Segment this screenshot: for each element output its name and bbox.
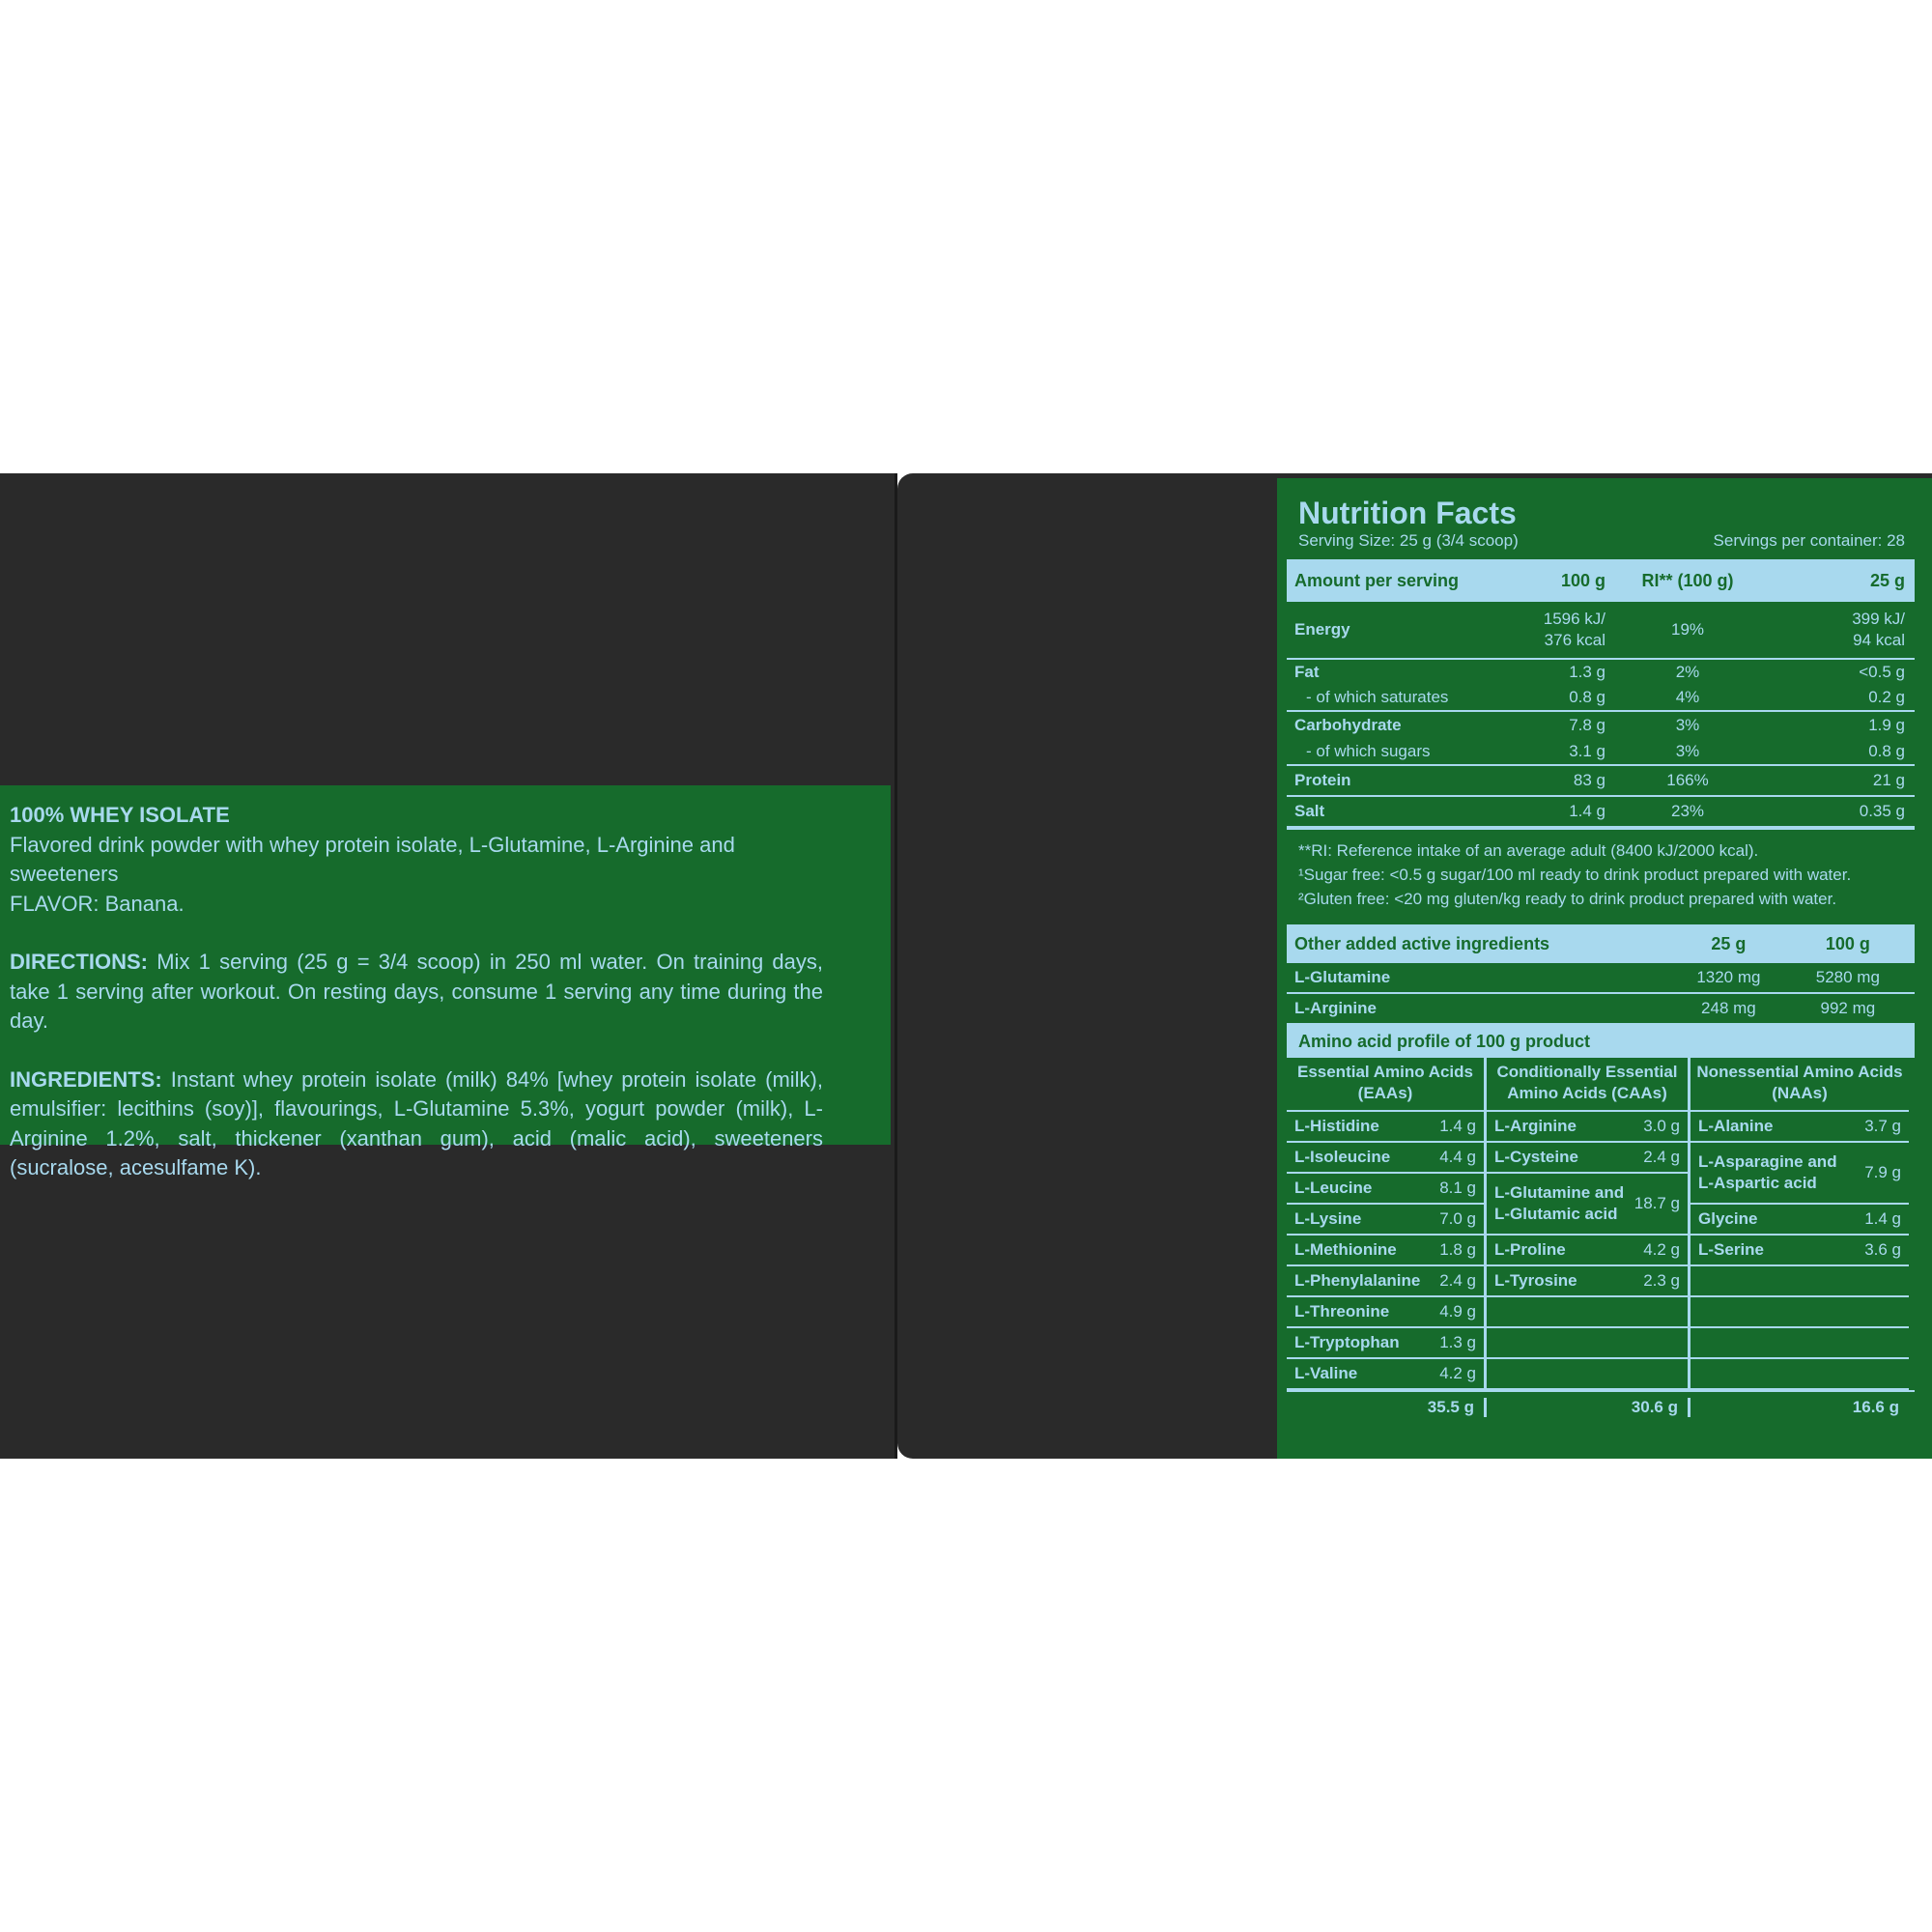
ingredients-text: Instant whey protein isolate (milk) 84% [whey protein isolate (milk), emulsifier: lecithins (soy)], flavourings, L-Glutamine 5.3%, yogurt powder (milk), L-Arginine 1.2%, salt, thickener (xanthan gum), acid (malic acid), sweeteners (sucralose, acesulfame K).: [10, 1066, 823, 1179]
row-label: L-Arginine: [1294, 999, 1377, 1017]
ri-note: **RI: Reference intake of an average adult (8400 kJ/2000 kcal).: [1298, 841, 1759, 860]
list-item: [1690, 1112, 1909, 1143]
empty-cell: [1690, 1328, 1909, 1359]
list-item: [1690, 1143, 1909, 1205]
amino-value: 8.1 g: [1439, 1179, 1476, 1197]
row-value: 248 mg: [1701, 999, 1756, 1017]
list-item: [1287, 1112, 1484, 1143]
header-100g: 100 g: [1560, 570, 1605, 590]
amino-value: 7.0 g: [1439, 1209, 1476, 1228]
list-item: [1487, 1112, 1688, 1143]
row-value: 5280 mg: [1815, 968, 1880, 986]
row-value: 1320 mg: [1696, 968, 1761, 986]
table-row: [1287, 797, 1915, 830]
row-value: 3.1 g: [1569, 742, 1605, 760]
caa-column: [1487, 1058, 1690, 1390]
empty-cell: [1690, 1297, 1909, 1328]
active-header-100g: 100 g: [1825, 933, 1870, 953]
amino-name: L-Leucine: [1294, 1179, 1373, 1197]
empty-cell: [1487, 1328, 1688, 1359]
nutrition-title: Nutrition Facts: [1298, 496, 1517, 530]
row-ri: 2%: [1675, 663, 1700, 681]
row-label: Fat: [1294, 663, 1320, 681]
list-item: [1487, 1266, 1688, 1297]
amino-value: 2.3 g: [1643, 1271, 1680, 1290]
list-item: [1487, 1236, 1688, 1266]
row-label: L-Glutamine: [1294, 968, 1391, 986]
amino-name: Glycine: [1698, 1209, 1758, 1228]
ingredients-label: INGREDIENTS:: [10, 1066, 162, 1092]
nutrition-table: [1287, 559, 1915, 830]
nutrition-facts-panel: [1277, 478, 1932, 1459]
eaa-total: 35.5 g: [1287, 1398, 1487, 1417]
row-value: 1.4 g: [1569, 802, 1605, 820]
sugar-free-note: ¹Sugar free: <0.5 g sugar/100 ml ready to drink product prepared with water.: [1298, 866, 1852, 884]
row-value: 1596 kJ/ 376 kcal: [1543, 610, 1605, 649]
row-value: 399 kJ/ 94 kcal: [1852, 610, 1905, 649]
row-value: 1.9 g: [1868, 716, 1905, 734]
row-label: - of which saturates: [1306, 688, 1449, 706]
empty-cell: [1690, 1266, 1909, 1297]
naa-column: [1690, 1058, 1909, 1390]
row-value: 83 g: [1573, 771, 1605, 789]
amino-name: L-Tryptophan: [1294, 1333, 1400, 1351]
amino-name: L-Cysteine: [1494, 1148, 1578, 1166]
table-row: [1287, 602, 1915, 660]
row-label: Salt: [1294, 802, 1325, 820]
eaa-column: [1287, 1058, 1487, 1390]
list-item: [1287, 1143, 1484, 1174]
table-row: [1287, 660, 1915, 685]
directions-label: DIRECTIONS:: [10, 950, 148, 974]
row-ri: 23%: [1670, 802, 1705, 820]
amino-value: 4.2 g: [1643, 1240, 1680, 1259]
row-ri: 19%: [1670, 620, 1705, 639]
amino-grid: [1287, 1058, 1915, 1392]
product-name: 100% WHEY ISOLATE: [10, 803, 230, 827]
amino-name: L-Asparagine and L-Aspartic acid: [1698, 1152, 1837, 1192]
directions: [10, 948, 823, 1037]
table-row: [1287, 766, 1915, 797]
amino-name: L-Phenylalanine: [1294, 1271, 1421, 1290]
row-label: - of which sugars: [1306, 742, 1431, 760]
list-item: [1487, 1174, 1688, 1236]
nutrition-notes: [1298, 838, 1851, 911]
table-row: [1287, 963, 1915, 994]
active-header-label: Other added active ingredients: [1294, 933, 1550, 953]
header-25g: 25 g: [1869, 570, 1905, 590]
row-ri: 3%: [1675, 742, 1700, 760]
amino-name: L-Lysine: [1294, 1209, 1362, 1228]
amino-name: L-Arginine: [1494, 1117, 1577, 1135]
empty-cell: [1487, 1359, 1688, 1390]
header-ri: RI** (100 g): [1641, 570, 1734, 590]
list-item: [1287, 1236, 1484, 1266]
eaa-header: Essential Amino Acids (EAAs): [1287, 1058, 1484, 1112]
amino-name: L-Proline: [1494, 1240, 1566, 1259]
amino-value: 4.9 g: [1439, 1302, 1476, 1321]
list-item: [1287, 1174, 1484, 1205]
gluten-free-note: ²Gluten free: <20 mg gluten/kg ready to drink product prepared with water.: [1298, 890, 1837, 908]
amino-value: 1.4 g: [1439, 1117, 1476, 1135]
carbohydrate-group: [1287, 712, 1915, 766]
active-header-25g: 25 g: [1711, 933, 1747, 953]
amino-value: 3.0 g: [1643, 1117, 1680, 1135]
amino-name: L-Threonine: [1294, 1302, 1390, 1321]
amino-value: 18.7 g: [1634, 1194, 1680, 1212]
nutrition-header: [1287, 559, 1915, 602]
amino-value: 1.4 g: [1864, 1209, 1901, 1228]
list-item: [1690, 1205, 1909, 1236]
amino-value: 1.8 g: [1439, 1240, 1476, 1259]
amino-name: L-Methionine: [1294, 1240, 1397, 1259]
amino-value: 4.2 g: [1439, 1364, 1476, 1382]
amino-value: 2.4 g: [1643, 1148, 1680, 1166]
amino-value: 7.9 g: [1864, 1163, 1901, 1181]
amino-name: L-Glutamine and L-Glutamic acid: [1494, 1183, 1625, 1223]
active-ingredients-table: [1287, 924, 1915, 1025]
row-label: Energy: [1294, 620, 1350, 639]
row-value: 992 mg: [1820, 999, 1876, 1017]
row-value: 7.8 g: [1569, 716, 1605, 734]
row-value: 0.8 g: [1569, 688, 1605, 706]
naa-header: Nonessential Amino Acids (NAAs): [1690, 1058, 1909, 1112]
amino-value: 4.4 g: [1439, 1148, 1476, 1166]
row-ri: 4%: [1675, 688, 1700, 706]
row-value: 21 g: [1872, 771, 1905, 789]
caa-header: Conditionally Essential Amino Acids (CAAs): [1487, 1058, 1688, 1112]
list-item: [1287, 1359, 1484, 1390]
caa-total: 30.6 g: [1487, 1398, 1690, 1417]
row-value: 0.2 g: [1868, 688, 1905, 706]
list-item: [1287, 1328, 1484, 1359]
row-value: <0.5 g: [1859, 663, 1905, 681]
list-item: [1690, 1236, 1909, 1266]
row-label: Protein: [1294, 771, 1351, 789]
directions-text: Mix 1 serving (25 g = 3/4 scoop) in 250 ml water. On training days, take 1 serving after workout. On resting days, consume 1 serving any time during the day.: [10, 950, 823, 1033]
ingredients: [10, 1065, 823, 1183]
row-value: 1.3 g: [1569, 663, 1605, 681]
amino-value: 1.3 g: [1439, 1333, 1476, 1351]
amino-title: Amino acid profile of 100 g product: [1287, 1025, 1915, 1058]
empty-cell: [1690, 1359, 1909, 1390]
table-row: [1287, 712, 1915, 739]
row-value: 0.8 g: [1868, 742, 1905, 760]
table-row: [1287, 994, 1915, 1025]
fat-group: [1287, 660, 1915, 712]
amino-name: L-Tyrosine: [1494, 1271, 1577, 1290]
product-description: Flavored drink powder with whey protein isolate, L-Glutamine, L-Arginine and sweeteners: [10, 832, 735, 886]
amino-value: 3.7 g: [1864, 1117, 1901, 1135]
amino-name: L-Isoleucine: [1294, 1148, 1391, 1166]
row-value: 0.35 g: [1859, 802, 1905, 820]
list-item: [1287, 1297, 1484, 1328]
row-label: Carbohydrate: [1294, 716, 1402, 734]
product-flavor: FLAVOR: Banana.: [10, 891, 185, 916]
serving-size: Serving Size: 25 g (3/4 scoop): [1298, 531, 1519, 550]
naa-total: 16.6 g: [1852, 1398, 1899, 1416]
amino-name: L-Histidine: [1294, 1117, 1379, 1135]
active-header: [1287, 924, 1915, 963]
empty-cell: [1487, 1297, 1688, 1328]
amino-name: L-Serine: [1698, 1240, 1765, 1259]
header-amount: Amount per serving: [1294, 570, 1460, 590]
amino-totals: [1287, 1392, 1915, 1423]
amino-value: 3.6 g: [1864, 1240, 1901, 1259]
row-ri: 166%: [1666, 771, 1709, 789]
servings-per-container: Servings per container: 28: [1713, 531, 1905, 550]
table-row: [1287, 685, 1915, 710]
table-row: [1287, 739, 1915, 764]
list-item: [1287, 1205, 1484, 1236]
amino-name: L-Valine: [1294, 1364, 1358, 1382]
list-item: [1287, 1266, 1484, 1297]
amino-value: 2.4 g: [1439, 1271, 1476, 1290]
list-item: [1487, 1143, 1688, 1174]
row-ri: 3%: [1675, 716, 1700, 734]
amino-name: L-Alanine: [1698, 1117, 1774, 1135]
product-info-band: [0, 785, 891, 1179]
amino-acid-table: [1287, 1025, 1915, 1423]
